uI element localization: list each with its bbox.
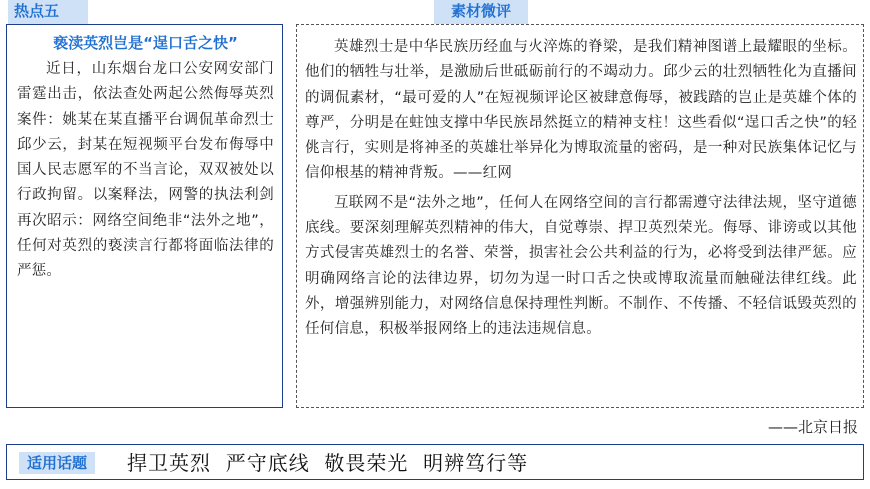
source-attribution: ——北京日报 — [767, 418, 858, 436]
hotspot-tag: 热点五 — [8, 0, 88, 24]
news-title: 亵渎英烈岂是“逞口舌之快” — [53, 34, 238, 52]
commentary-paragraph-2: 互联网不是“法外之地”，任何人在网络空间的言行都需遵守法律法规，坚守道德底线。要深刻理解英烈精神的伟大，自觉尊崇、捍卫英烈荣光。侮辱、诽谤或以其他方式侵害英雄烈士的名誉、荣誉，损害社会公共利益的行为，必将受到法律严惩。应明确网络言论的法律边界，切勿为逞一时口舌之快或博取流量而触碰法律红线。此外，增强辨别能力，对网络信息保持理性判断。不制作、不传播、不轻信诋毁英烈的任何信息，积极举报网络上的违法违规信息。 — [305, 194, 857, 338]
commentary-panel — [296, 24, 864, 408]
news-summary-panel — [6, 24, 283, 408]
commentary-paragraph-1: 英雄烈士是中华民族历经血与火淬炼的脊梁，是我们精神图谱上最耀眼的坐标。他们的牺牲与壮举，是激励后世砥砺前行的不竭动力。邱少云的壮烈牺牲化为直播间的调侃素材，“最可爱的人”在短视频评论区被肆意侮辱，被践踏的岂止是英雄个体的尊严，分明是在蛀蚀支撑中华民族昂然挺立的精神支柱！这些看似“逞口舌之快”的轻佻言行，实则是将神圣的英雄壮举异化为博取流量的密码，是一种对民族集体记忆与信仰根基的精神背叛。——红网 — [305, 39, 857, 182]
applicable-topics-tag: 适用话题 — [19, 452, 95, 474]
applicable-topics-bar — [6, 444, 864, 480]
news-body: 近日，山东烟台龙口公安网安部门雷霆出击，依法查处两起公然侮辱英烈案件：姚某在某直播平台调侃革命烈士邱少云，封某在短视频平台发布侮辱中国人民志愿军的不当言论，双双被处以行政拘留。以案释法，网警的执法利剑再次昭示：网络空间绝非“法外之地”，任何对英烈的亵渎言行都将面临法律的严惩。 — [17, 61, 274, 280]
material-comment-tag: 素材微评 — [434, 0, 528, 24]
topics-list: 捍卫英烈 严守底线 敬畏荣光 明辨笃行等 — [127, 451, 529, 475]
